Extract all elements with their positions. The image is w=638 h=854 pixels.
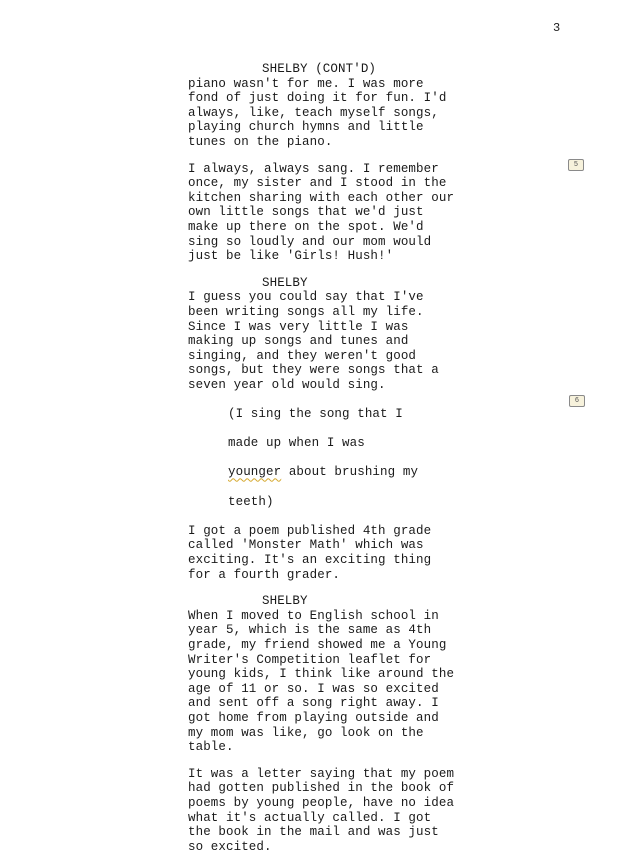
- page-number: 3: [553, 21, 561, 35]
- spelling-highlight[interactable]: younger: [228, 465, 282, 480]
- parenthetical-line: made up when I was: [228, 436, 365, 451]
- character-name: SHELBY: [262, 594, 308, 609]
- dialogue: It was a letter saying that my poem had gotten published in the book of poems by young people, have no idea what it's actually called. I got the book in the mail and was just so excited.: [188, 766, 455, 854]
- script-body: [188, 62, 478, 854]
- parenthetical-line: [228, 465, 478, 480]
- dialogue: When I moved to English school in year 5, which is the same as 4th grade, my friend showed me a Young Writer's Competition leaflet for young kids, I think like around the age of 11 or so. I was so excited and sent off a song right away. I got home from playing outside and my mom was like, go look on the table.: [188, 608, 455, 755]
- parenthetical-text: about brushing my: [281, 465, 419, 480]
- dialogue: I always, always sang. I remember once, my sister and I stood in the kitchen sharing with each other our own little songs that we'd just make up there on the spot. We'd sing so loudly and our mom would just be like 'Girls! Hush!': [188, 161, 455, 264]
- dialogue: I got a poem published 4th grade called 'Monster Math' which was exciting. It's an exciting thing for a fourth grader.: [188, 523, 432, 582]
- dialogue: piano wasn't for me. I was more fond of just doing it for fun. I'd always, like, teach myself songs, playing church hymns and little tunes on the piano.: [188, 76, 447, 149]
- character-name: SHELBY: [262, 275, 308, 290]
- parenthetical-line: (I sing the song that I: [228, 407, 403, 422]
- parenthetical: [188, 392, 478, 523]
- dialogue: I guess you could say that I've been writing songs all my life. Since I was very little I was making up songs and tunes and singing, and they weren't good songs, but they were songs that a seven year old would sing.: [188, 290, 439, 392]
- character-name: SHELBY (CONT'D): [262, 62, 377, 76]
- parenthetical-line: teeth): [228, 494, 274, 509]
- revision-tag[interactable]: 5: [568, 159, 584, 171]
- revision-tag[interactable]: 6: [569, 395, 585, 407]
